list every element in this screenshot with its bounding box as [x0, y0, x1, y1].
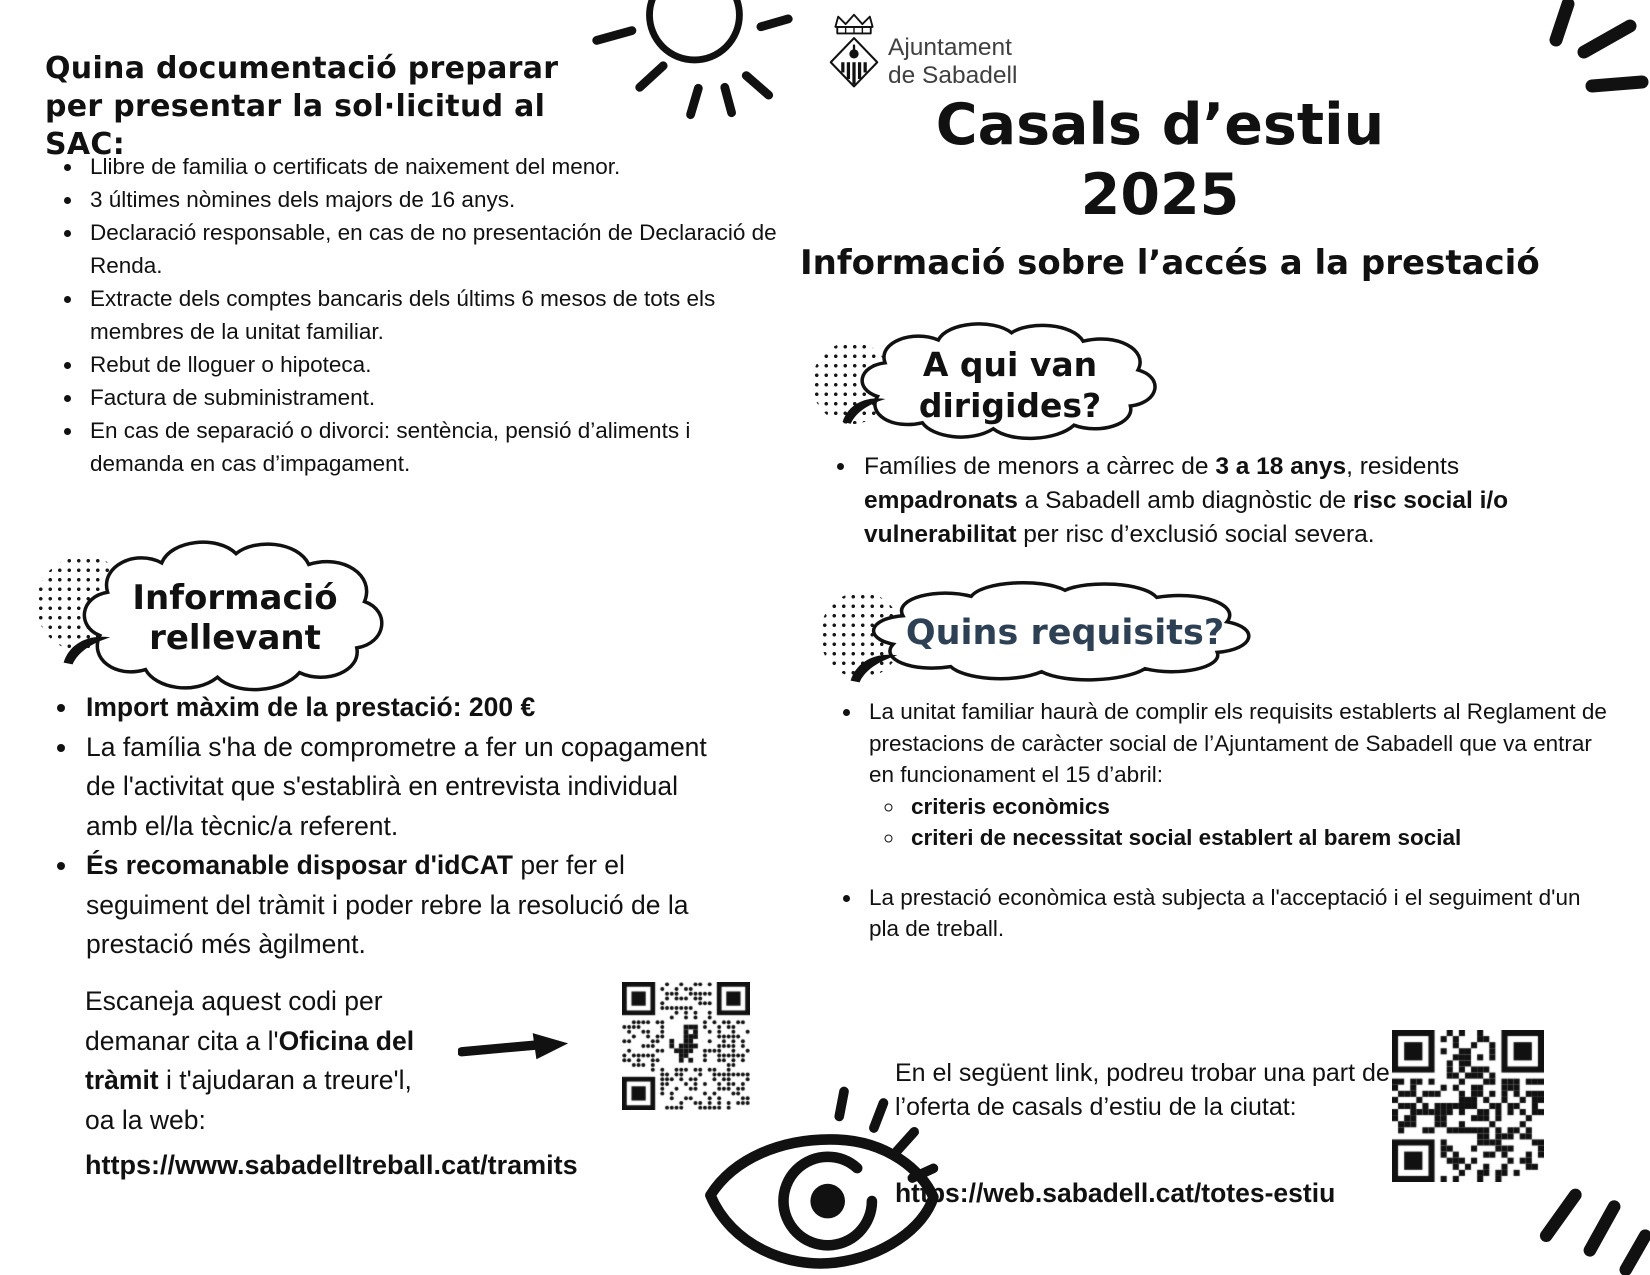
- requisits-subitem: ◦ criteri de necessitat social establert al barem social: [905, 822, 1611, 854]
- doc-item: • En cas de separació o divorci: sentència, pensió d’aliments i demanda en cas d’impagament.: [84, 414, 784, 480]
- page-subtitle: Informació sobre l’accés a la prestació: [800, 243, 1540, 283]
- doc-item: • Declaració responsable, en cas de no presentación de Declaració de Renda.: [84, 216, 784, 282]
- qr-code-estiu: [1392, 1030, 1544, 1182]
- info-item: • Import màxim de la prestació: 200 €: [80, 688, 728, 728]
- requisits-list: [835, 696, 1611, 945]
- doc-item: • Llibre de familia o certificats de naixement del menor.: [84, 150, 784, 183]
- sabadell-crest-icon: [826, 12, 882, 92]
- logo-line2: de Sabadell: [888, 62, 1018, 89]
- info-item: • La família s'ha de comprometre a fer un copagament de l'activitat que s'establirà en entrevista individual amb el/la tècnic/a referent.: [80, 728, 728, 847]
- tramits-link[interactable]: https://www.sabadelltreball.cat/tramits: [85, 1150, 578, 1180]
- sparkle-icon: [1540, 0, 1650, 100]
- requisits-item-text: La unitat familiar haurà de complir els requisits establerts al Reglament de prestacions de caràcter social de l’Ajuntament de Sabadell que va entrar en funcionament el 15 d’abril:: [869, 699, 1607, 787]
- info-rellevant-cloud-label: Informació rellevant: [132, 577, 338, 658]
- info-item: • És recomanable disposar d'idCAT per fer el seguiment del tràmit i poder rebre la resolució de la prestació més àgilment.: [80, 846, 728, 965]
- doc-item: • Rebut de lloguer o hipoteca.: [84, 348, 784, 381]
- documentation-list: [58, 150, 784, 480]
- relevant-info-list: [52, 688, 728, 965]
- sparkle-icon: [1488, 1176, 1650, 1275]
- doc-item: • 3 últimes nòmines dels majors de 16 anys.: [84, 183, 784, 216]
- dirigides-list: [828, 450, 1588, 552]
- left-heading: Quina documentació preparar per presentar la sol·licitud al SAC:: [45, 51, 559, 162]
- dirigides-item: • Famílies de menors a càrrec de 3 a 18 anys, residents empadronats a Sabadell amb diagnòstic de risc social i/o vulnerabilitat per risc d’exclusió social severa.: [858, 450, 1588, 552]
- logo-line1: Ajuntament: [888, 34, 1012, 61]
- logo-text: [888, 34, 1017, 90]
- requisits-item: [863, 696, 1611, 854]
- scan-instructions: Escaneja aquest codi per demanar cita a l'Oficina del tràmit i t'ajudaran a treure'l, oa la web:: [85, 986, 415, 1135]
- requisits-item: • La prestació econòmica està subjecta a l'acceptació i el seguiment d'un pla de treball.: [863, 882, 1611, 945]
- estiu-link[interactable]: https://web.sabadell.cat/totes-estiu: [895, 1178, 1336, 1208]
- requisits-cloud-label: Quins requisits?: [905, 613, 1225, 653]
- dirigides-cloud-label: A qui van dirigides?: [918, 345, 1102, 425]
- arrow-right-icon: [458, 1028, 570, 1068]
- requisits-sublist: [869, 791, 1611, 854]
- offer-link-text: En el següent link, podreu trobar una part de l’oferta de casals d’estiu de la ciutat:: [895, 1059, 1390, 1121]
- page-title-year: 2025: [1080, 162, 1240, 228]
- requisits-subitem: ◦ criteris econòmics: [905, 791, 1611, 823]
- page-title: Casals d’estiu: [935, 92, 1385, 158]
- doc-item: • Factura de subministrament.: [84, 381, 784, 414]
- doc-item: • Extracte dels comptes bancaris dels últims 6 mesos de tots els membres de la unitat familiar.: [84, 282, 784, 348]
